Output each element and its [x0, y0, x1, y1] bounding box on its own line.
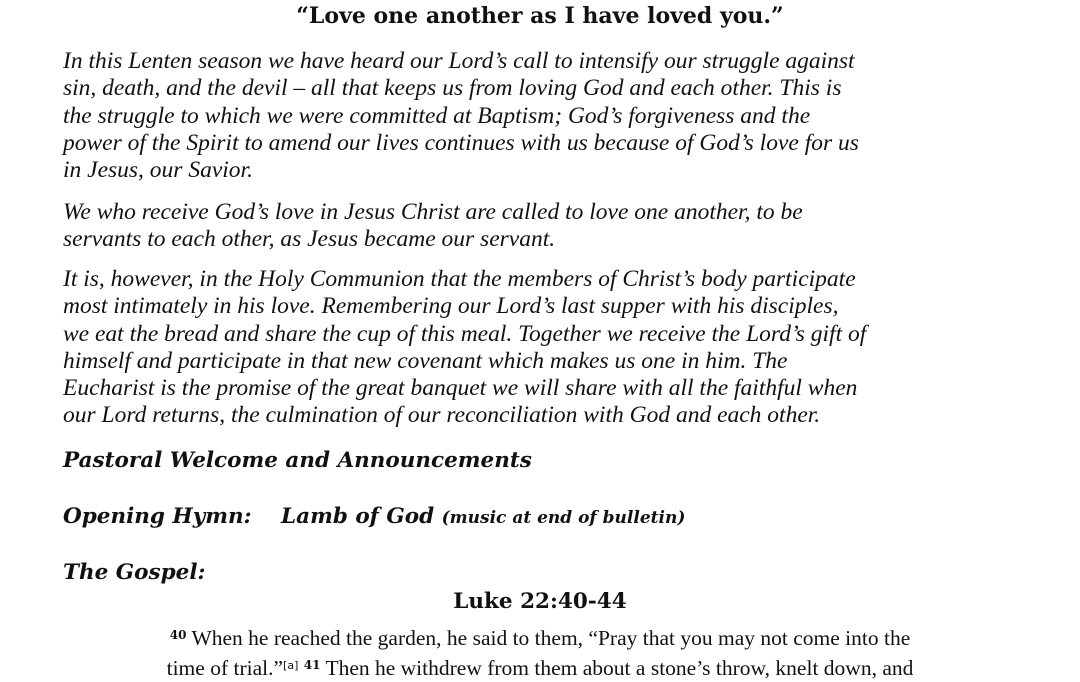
verse-text: time of trial.” [166, 656, 284, 680]
scripture-text [60, 622, 1020, 682]
scripture-line [60, 652, 1020, 682]
verse-number: 40 [169, 628, 187, 642]
verse-text: When he reached the garden, he said to them, “Pray that you may not come into the [191, 626, 911, 650]
intro-paragraph-3 [63, 266, 1023, 430]
text-line: power of the Spirit to amend our lives continues with us because of God’s love for us [63, 129, 859, 156]
scripture-reference: Luke 22:40-44 [453, 589, 627, 614]
verse-number: 41 [303, 658, 321, 672]
text-line: sin, death, and the devil – all that keeps us from loving God and each other. This is [63, 75, 842, 102]
footnote-link[interactable]: [a] [283, 659, 299, 672]
intro-paragraph-1 [63, 48, 1023, 184]
text-line: It is, however, in the Holy Communion that the members of Christ’s body participate [63, 266, 856, 292]
hymn-label: Opening Hymn: [63, 504, 252, 529]
text-line: We who receive God’s love in Jesus Christ are called to love one another, to be [63, 199, 803, 225]
intro-paragraph-2 [63, 199, 1023, 254]
welcome-heading: Pastoral Welcome and Announcements [63, 448, 532, 473]
gospel-heading: The Gospel: [63, 560, 206, 585]
scripture-line [60, 622, 1020, 652]
text-line: Eucharist is the promise of the great banquet we will share with all the faithful when [63, 375, 858, 402]
hymn-note: (music at end of bulletin) [441, 508, 686, 528]
text-line: our Lord returns, the culmination of our reconciliation with God and each other. [63, 402, 821, 429]
opening-hymn-line [63, 503, 685, 532]
text-line: servants to each other, as Jesus became our servant. [63, 226, 556, 253]
text-line: In this Lenten season we have heard our Lord’s call to intensify our struggle against [63, 48, 855, 74]
verse-text: Then he withdrew from them about a stone’s throw, knelt down, and [325, 656, 914, 680]
text-line: we eat the bread and share the cup of this meal. Together we receive the Lord’s gift of [63, 320, 867, 347]
text-line: the struggle to which we were committed at Baptism; God’s forgiveness and the [63, 102, 811, 129]
text-line: himself and participate in that new covenant which makes us one in him. The [63, 347, 788, 374]
theme-quote: “Love one another as I have loved you.” [296, 3, 784, 29]
text-line: most intimately in his love. Remembering our Lord’s last supper with his disciples, [63, 293, 839, 320]
text-line: in Jesus, our Savior. [63, 157, 253, 184]
hymn-title: Lamb of God [281, 504, 435, 529]
